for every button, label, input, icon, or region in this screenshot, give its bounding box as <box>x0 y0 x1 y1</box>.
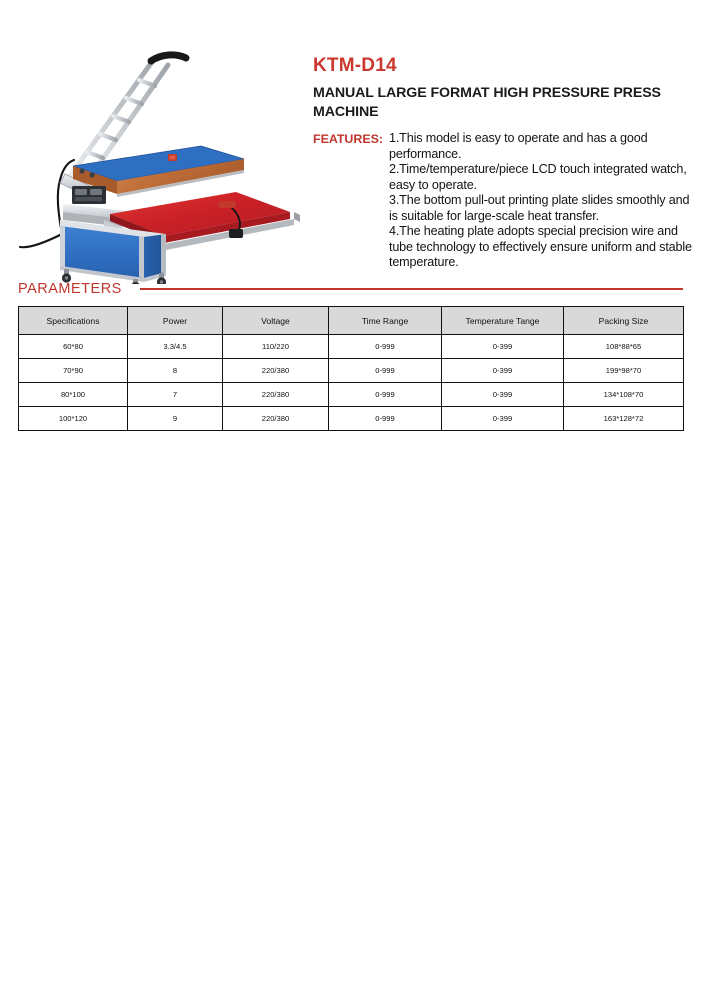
cell-specifications: 100*120 <box>19 407 128 431</box>
cell-temperature: 0-399 <box>442 359 564 383</box>
product-image <box>18 34 306 284</box>
cell-voltage: 220/380 <box>223 359 329 383</box>
table-row <box>19 335 684 359</box>
table-row <box>19 359 684 383</box>
table-row <box>19 407 684 431</box>
cell-packing-size: 163*128*72 <box>564 407 684 431</box>
arm-handle <box>151 55 186 61</box>
cell-voltage: 220/380 <box>223 383 329 407</box>
cell-specifications: 80*100 <box>19 383 128 407</box>
cell-temperature: 0-399 <box>442 407 564 431</box>
heading-rule <box>140 288 683 290</box>
cell-power: 3.3/4.5 <box>128 335 223 359</box>
parameters-section-header <box>18 281 683 297</box>
model-number: KTM-D14 <box>313 55 397 76</box>
column-header-temperature: Temperature Tange <box>442 307 564 335</box>
cell-power: 8 <box>128 359 223 383</box>
parameters-heading: PARAMETERS <box>18 281 122 297</box>
cell-time-range: 0-999 <box>329 359 442 383</box>
cell-time-range: 0-999 <box>329 407 442 431</box>
cell-packing-size: 134*108*70 <box>564 383 684 407</box>
cell-time-range: 0-999 <box>329 383 442 407</box>
column-header-power: Power <box>128 307 223 335</box>
features-block <box>313 131 695 270</box>
cell-voltage: 220/380 <box>223 407 329 431</box>
column-header-voltage: Voltage <box>223 307 329 335</box>
cell-temperature: 0-399 <box>442 383 564 407</box>
cell-specifications: 70*90 <box>19 359 128 383</box>
cell-packing-size: 199*98*70 <box>564 359 684 383</box>
table-row <box>19 383 684 407</box>
control-box <box>72 186 106 204</box>
cell-temperature: 0-399 <box>442 335 564 359</box>
product-name: MANUAL LARGE FORMAT HIGH PRESSURE PRESS MACHINE <box>313 84 661 121</box>
cell-specifications: 60*80 <box>19 335 128 359</box>
feature-item: 1.This model is easy to operate and has a good performance. <box>388 131 648 161</box>
product-info-column <box>313 55 695 271</box>
cell-power: 9 <box>128 407 223 431</box>
feature-item: 3.The bottom pull-out printing plate slides smoothly and is suitable for large-scale heat transfer. <box>388 193 690 223</box>
column-header-packing-size: Packing Size <box>564 307 684 335</box>
parameters-table <box>18 306 684 431</box>
table-header-row <box>19 307 684 335</box>
features-label: FEATURES: <box>313 132 383 147</box>
feature-item: 2.Time/temperature/piece LCD touch integrated watch, easy to operate. <box>388 162 687 192</box>
features-list <box>383 131 695 270</box>
cell-packing-size: 108*88*65 <box>564 335 684 359</box>
cell-time-range: 0-999 <box>329 335 442 359</box>
column-header-time-range: Time Range <box>329 307 442 335</box>
heat-press-machine-illustration <box>18 34 306 284</box>
cell-power: 7 <box>128 383 223 407</box>
column-header-specifications: Specifications <box>19 307 128 335</box>
cell-voltage: 110/220 <box>223 335 329 359</box>
feature-item: 4.The heating plate adopts special precision wire and tube technology to effectively ensure uniform and stable temperature. <box>388 224 692 270</box>
